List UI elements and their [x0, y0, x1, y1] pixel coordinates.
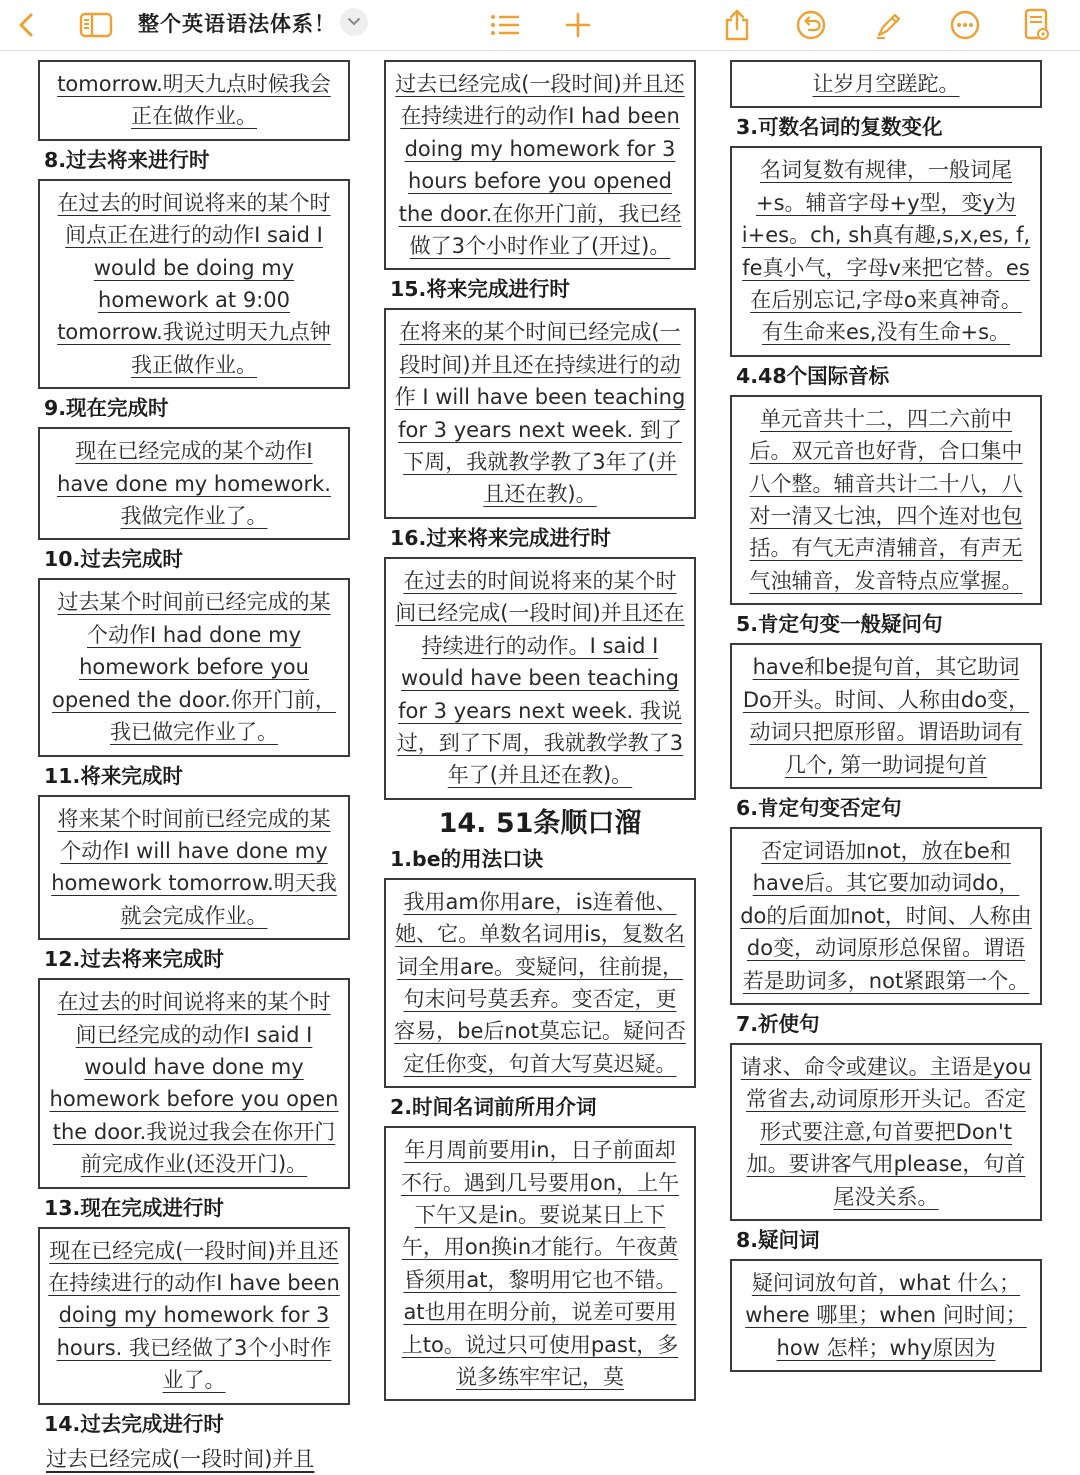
document-title[interactable]: 整个英语语法体系！: [138, 12, 336, 36]
list-icon: [489, 12, 521, 38]
section-heading: 8.过去将来进行时: [44, 147, 210, 172]
note-box: [38, 179, 350, 389]
note-text: 否定词语加not，放在be和have后。其它要加动词do，do的后面加not，时间、人称由do变，动词原形总保留。谓语若是助词多，not紧跟第一个。: [740, 838, 1032, 993]
note-box: [38, 978, 350, 1188]
note-box: [384, 60, 696, 270]
back-chevron-icon: [16, 12, 38, 38]
continued-text: 过去已经完成(一段时间)并且: [46, 1446, 315, 1471]
markup-button[interactable]: [866, 2, 912, 48]
section-heading: 14.过去完成进行时: [44, 1411, 224, 1436]
note-text: 请求、命令或建议。主语是you常省去,动词原形开头记。否定形式要注意,句首要把Don't加。要讲客气用please，句首尾没关系。: [740, 1054, 1032, 1209]
note-box: [384, 1126, 696, 1401]
note-box: [38, 578, 350, 756]
note-text: tomorrow.明天九点时候我会正在做作业。: [57, 72, 331, 129]
note-text: 名词复数有规律，一般词尾+s。辅音字母+y型，变y为i+es。ch, sh真有趣,s,x,es, f, fe真小气，字母v来把它替。es在后别忘记,字母o来真神奇。有生命来es,没有生命+s。: [741, 158, 1031, 345]
plus-icon: [565, 12, 591, 38]
reading-view-button[interactable]: [1014, 2, 1060, 48]
note-box: [730, 1259, 1042, 1372]
note-box: [730, 395, 1042, 605]
more-button[interactable]: [942, 2, 988, 48]
note-box: [730, 1043, 1042, 1221]
section-heading: 1.be的用法口诀: [390, 846, 544, 871]
sidebar-toggle-icon: [79, 12, 113, 38]
note-box: [384, 308, 696, 518]
title-menu-button[interactable]: [340, 8, 368, 36]
note-box: [384, 878, 696, 1088]
note-box: [38, 427, 350, 540]
undo-button[interactable]: [788, 2, 834, 48]
column-1: [34, 50, 354, 1471]
section-heading: 2.时间名词前所用介词: [390, 1095, 597, 1120]
note-text: 我用am你用are，is连着他、她、它。单数名词用is，复数名词全用are。变疑问，往前提，句末问号莫丢弃。变否定，更容易，be后not莫忘记。疑问否定任你变，句首大写莫迟疑。: [394, 889, 686, 1076]
column-2: [380, 50, 700, 1440]
section-heading: 12.过去将来完成时: [44, 947, 224, 972]
section-heading: 6.肯定句变否定句: [736, 795, 902, 820]
share-button[interactable]: [714, 2, 760, 48]
section-heading: 15.将来完成进行时: [390, 277, 570, 302]
section-heading: 8.疑问词: [736, 1227, 820, 1252]
note-text: 年月周前要用in，日子前面却不行。遇到几号要用on，上午下午又是in。要说某日上下午，用on换in才能行。午夜黄昏须用at，黎明用它也不错。at也用在明分前，说差可要用上to。说过只可使用past，多说多练牢牢记，莫: [400, 1138, 680, 1389]
note-box: [384, 557, 696, 800]
chevron-down-icon: [347, 17, 361, 27]
note-text: 将来某个时间前已经完成的某个动作I will have done my homework tomorrow.明天我就会完成作业。: [51, 806, 337, 928]
note-text: 让岁月空蹉跎。: [812, 72, 960, 96]
undo-icon: [795, 9, 827, 41]
note-box: [38, 795, 350, 941]
note-text: 在过去的时间说将来的某个时间已经完成(一段时间)并且还在持续进行的动作。I said I would have been teaching for 3 years next week. 我说过，到了下周，我就教学教了3年了(并且还在教)。: [395, 568, 685, 788]
note-text: 在过去的时间说将来的某个时间点正在进行的动作I said I would be doing my homework at 9:00 tomorrow.我说过明天九点钟我正做作业。: [57, 190, 331, 377]
note-box: [38, 60, 350, 141]
note-text: 过去某个时间前已经完成的某个动作I had done my homework before you opened the door.你开门前，我已做完作业了。: [52, 590, 336, 745]
note-text: 疑问词放句首，what 什么；where 哪里；when 问时间；how 怎样；why原因为: [745, 1270, 1027, 1360]
note-box: [730, 146, 1042, 356]
sidebar-toggle-button[interactable]: [73, 2, 119, 48]
note-box: [730, 827, 1042, 1005]
note-text: 单元音共十二，四二六前中后。双元音也好背，合口集中八个整。辅音共计二十八，八对一清又七浊，四个连对也包括。有气无声清辅音，有声无气浊辅音，发音特点应掌握。: [749, 406, 1023, 593]
section-heading: 10.过去完成时: [44, 547, 183, 572]
note-box: [730, 60, 1042, 108]
list-button[interactable]: [482, 2, 528, 48]
pen-icon: [873, 9, 905, 41]
more-icon: [949, 9, 981, 41]
note-text: 在过去的时间说将来的某个时间已经完成的动作I said I would have done my homework before you open the door.我说过我会在你开门前完成作业(还没开门)。: [49, 990, 339, 1177]
section-heading: 13.现在完成进行时: [44, 1195, 224, 1220]
back-button[interactable]: [4, 2, 50, 48]
note-text: 在将来的某个时间已经完成(一段时间)并且还在持续进行的动作 I will have been teaching for 3 years next week. 到了下周，我就教学教了3年了(并且还在教)。: [394, 320, 686, 507]
chapter-heading: 14. 51条顺口溜: [438, 807, 642, 839]
section-heading: 7.祈使句: [736, 1011, 820, 1036]
note-text: 过去已经完成(一段时间)并且还在持续进行的动作I had been doing my homework for 3 hours before you opened the door.在你开门前，我已经做了3个小时作业了(开过)。: [395, 72, 685, 259]
note-box: [38, 1227, 350, 1405]
note-text: have和be提句首，其它助词Do开头。时间、人称由do变，动词只把原形留。谓语助词有几个, 第一助词提句首: [742, 655, 1030, 777]
note-text: 现在已经完成的某个动作I have done my homework.我做完作业了。: [57, 439, 331, 529]
reading-view-icon: [1023, 8, 1051, 42]
section-heading: 5.肯定句变一般疑问句: [736, 612, 943, 637]
note-text: 现在已经完成(一段时间)并且还在持续进行的动作I have been doing my homework for 3 hours. 我已经做了3个小时作业了。: [48, 1238, 340, 1393]
top-toolbar: [0, 0, 1080, 51]
section-heading: 4.48个国际音标: [736, 363, 890, 388]
add-button[interactable]: [555, 2, 601, 48]
note-box: [730, 643, 1042, 789]
section-heading: 11.将来完成时: [44, 763, 183, 788]
column-1-content: [34, 60, 354, 1475]
column-2-content: [380, 60, 700, 1405]
share-icon: [723, 8, 751, 42]
section-heading: 9.现在完成时: [44, 396, 169, 421]
section-heading: 3.可数名词的复数变化: [736, 115, 943, 140]
section-heading: 16.过来将来完成进行时: [390, 525, 611, 550]
column-3: [726, 50, 1046, 1440]
column-3-content: [726, 60, 1046, 1376]
